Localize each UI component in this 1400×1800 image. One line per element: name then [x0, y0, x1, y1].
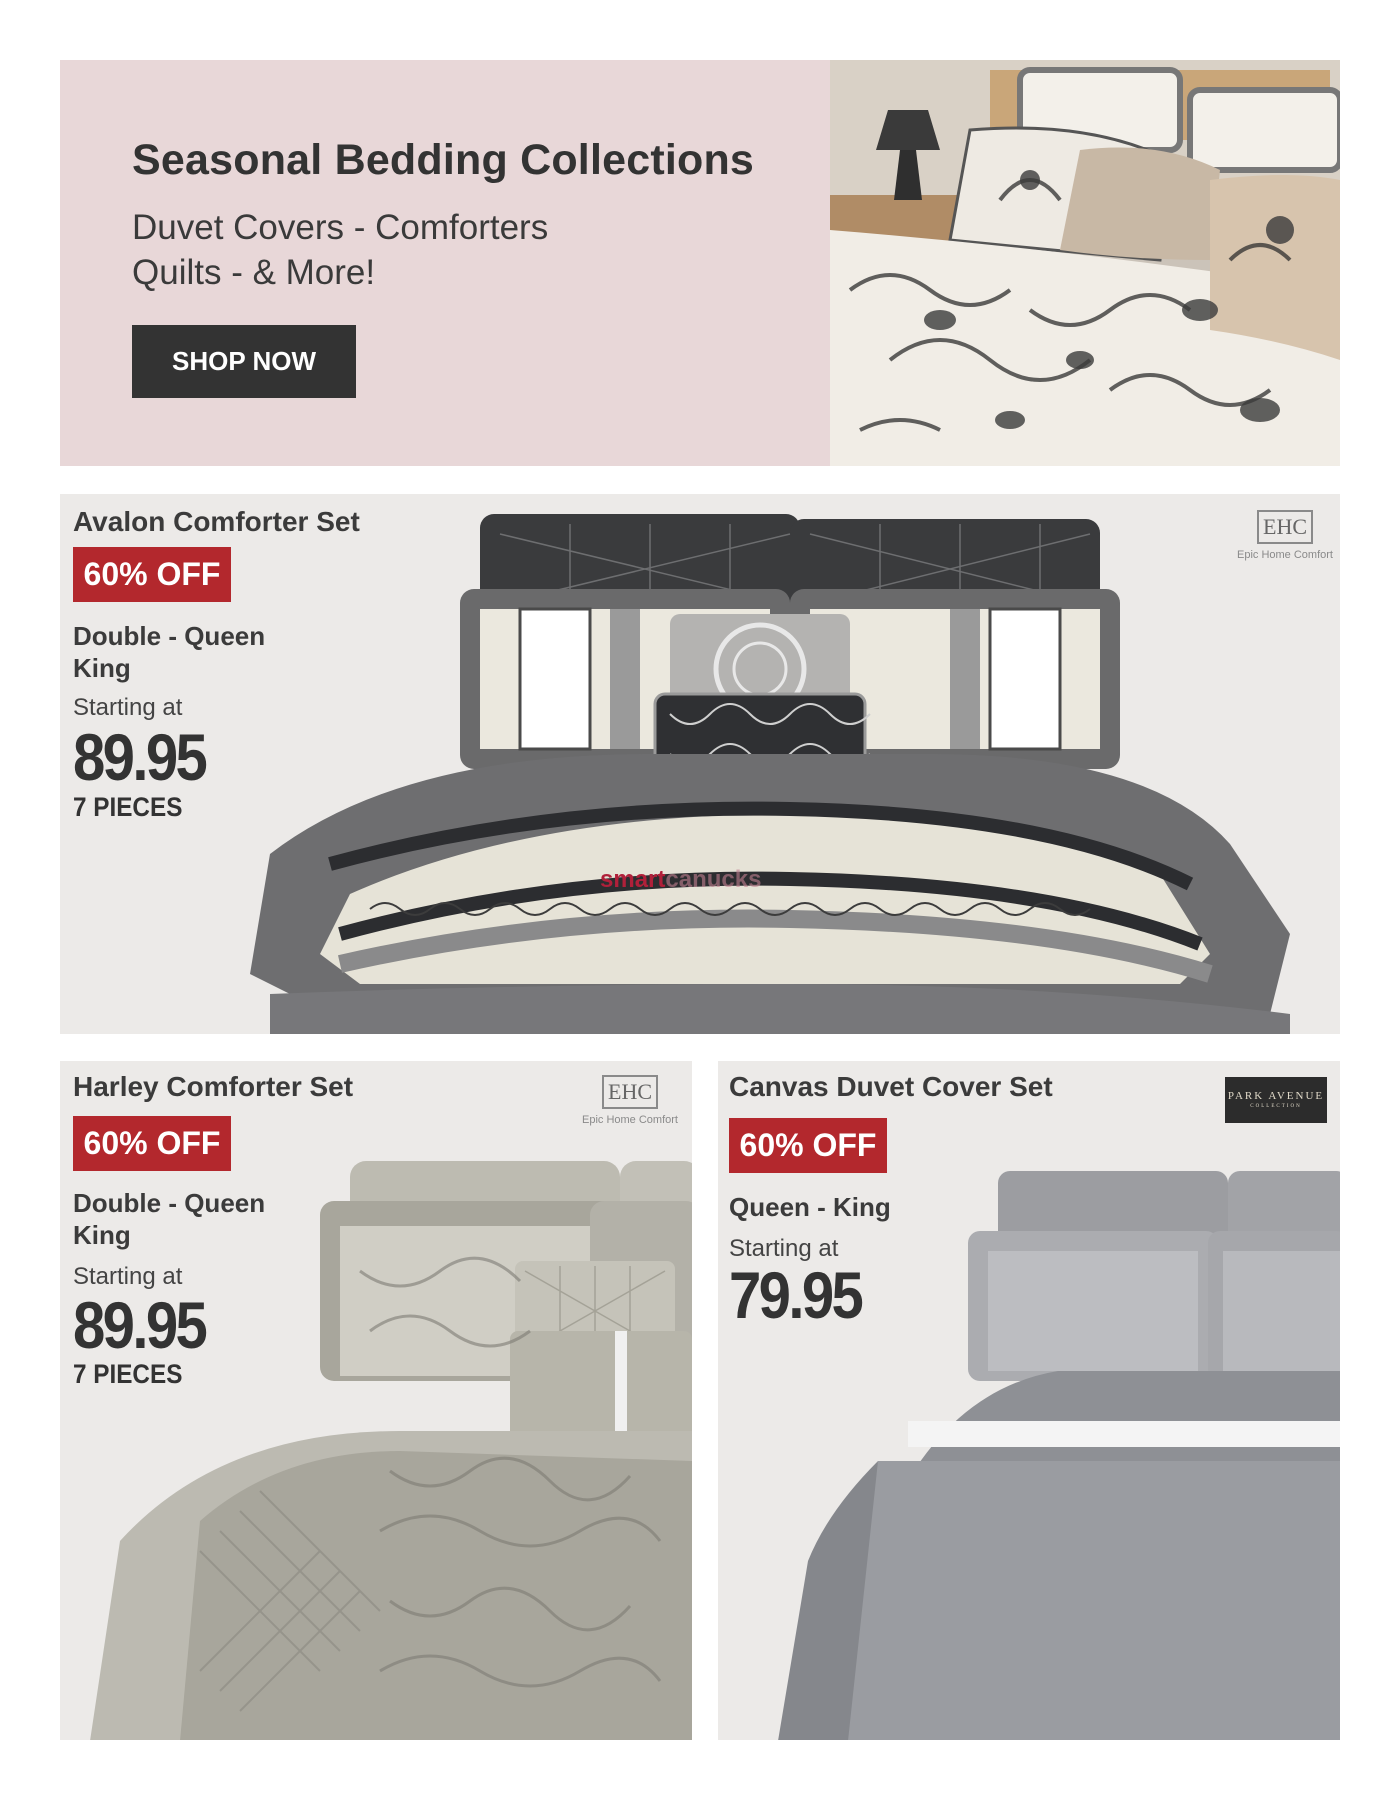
canvas-sizes-line1: Queen - King	[729, 1192, 891, 1222]
avalon-brand-logo	[1235, 510, 1335, 561]
hero-banner	[60, 60, 1340, 466]
harley-price: 89.95	[73, 1288, 206, 1362]
harley-starting-label: Starting at	[73, 1263, 183, 1290]
avalon-price: 89.95	[73, 720, 206, 794]
harley-sizes	[73, 1187, 265, 1251]
harley-brand-logo	[575, 1075, 685, 1126]
canvas-discount-badge: 60% OFF	[729, 1118, 887, 1173]
canvas-price: 79.95	[729, 1258, 862, 1332]
avalon-title: Avalon Comforter Set	[73, 506, 360, 537]
harley-sizes-line2: King	[73, 1220, 131, 1250]
watermark-part1: smart	[600, 866, 666, 893]
avalon-sizes-line2: King	[73, 653, 131, 683]
ehc-brand-name: Epic Home Comfort	[1237, 549, 1333, 561]
watermark	[600, 866, 761, 894]
avalon-bedding-image	[230, 514, 1340, 1034]
avalon-product-card[interactable]	[60, 494, 1340, 1034]
avalon-discount-badge: 60% OFF	[73, 547, 231, 602]
ehc-mark: EHC	[1257, 510, 1313, 544]
hero-title: Seasonal Bedding Collections	[132, 136, 755, 184]
avalon-starting-label: Starting at	[73, 694, 183, 721]
canvas-sizes	[729, 1191, 891, 1223]
avalon-sizes	[73, 620, 265, 684]
harley-title: Harley Comforter Set	[73, 1071, 354, 1102]
canvas-starting-label: Starting at	[729, 1235, 839, 1262]
canvas-title: Canvas Duvet Cover Set	[729, 1071, 1053, 1102]
harley-pieces: 7 PIECES	[73, 1359, 183, 1389]
canvas-product-card[interactable]	[718, 1061, 1340, 1740]
hero-subtitle-line1: Duvet Covers - Comforters	[132, 208, 549, 247]
harley-discount-badge: 60% OFF	[73, 1116, 231, 1171]
hero-bedroom-photo	[830, 60, 1340, 466]
park-avenue-logo	[1225, 1077, 1327, 1123]
ehc-mark: EHC	[602, 1075, 658, 1109]
harley-product-card[interactable]	[60, 1061, 692, 1740]
hero-text	[132, 136, 754, 295]
watermark-part2: canucks	[665, 866, 762, 893]
park-avenue-line2: COLLECTION	[1250, 1104, 1302, 1109]
park-avenue-line1: PARK AVENUE	[1227, 1090, 1325, 1102]
avalon-pieces: 7 PIECES	[73, 792, 183, 822]
hero-subtitle	[132, 205, 754, 295]
shop-now-button[interactable]: SHOP NOW	[132, 325, 356, 398]
ehc-brand-name: Epic Home Comfort	[582, 1114, 678, 1126]
hero-subtitle-line2: Quilts - & More!	[132, 253, 376, 292]
harley-sizes-line1: Double - Queen	[73, 1188, 266, 1218]
avalon-sizes-line1: Double - Queen	[73, 621, 266, 651]
